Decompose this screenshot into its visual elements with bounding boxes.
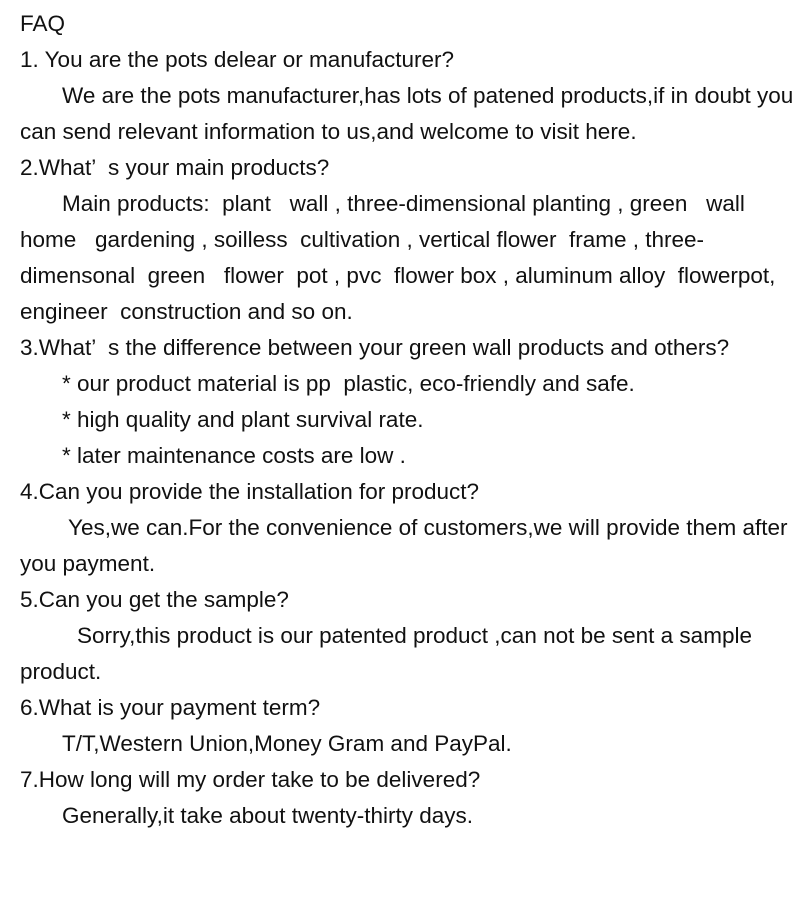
faq-item-1 (20, 42, 794, 150)
faq-question: 2.What’ s your main products? (20, 155, 330, 180)
faq-question: 3.What’ s the difference between your green wall products and others? (20, 335, 730, 360)
faq-answer: We are the pots manufacturer,has lots of patened products,if in doubt you can send relevant information to us,and welcome to visit here. (20, 83, 794, 144)
faq-item-6 (20, 690, 794, 762)
faq-bullet: * our product material is pp plastic, eco-friendly and safe. (62, 371, 635, 396)
faq-question: 6.What is your payment term? (20, 695, 321, 720)
faq-answer: Sorry,this product is our patented product ,can not be sent a sample product. (20, 623, 752, 684)
faq-question: 5.Can you get the sample? (20, 587, 289, 612)
faq-bullet: * high quality and plant survival rate. (62, 407, 424, 432)
faq-item-7 (20, 762, 794, 834)
faq-item-4 (20, 474, 794, 582)
faq-item-3 (20, 330, 794, 474)
faq-question: 1. You are the pots delear or manufacturer? (20, 47, 455, 72)
faq-bullet: * later maintenance costs are low . (62, 443, 406, 468)
faq-answer: Yes,we can.For the convenience of customers,we will provide them after you payment. (20, 515, 788, 576)
faq-answer: Main products: plant wall , three-dimensional planting , green wall home gardening , soilless cultivation , vertical flower frame , three-dimensonal green flower pot , pvc flower box , aluminum alloy flowerpot, engineer construction and so on. (20, 191, 782, 324)
faq-answer: T/T,Western Union,Money Gram and PayPal. (62, 731, 512, 756)
faq-heading: FAQ (20, 11, 66, 36)
faq-item-2 (20, 150, 794, 330)
faq-item-5 (20, 582, 794, 690)
faq-question: 4.Can you provide the installation for product? (20, 479, 480, 504)
faq-answer: Generally,it take about twenty-thirty days. (62, 803, 474, 828)
faq-question: 7.How long will my order take to be delivered? (20, 767, 481, 792)
